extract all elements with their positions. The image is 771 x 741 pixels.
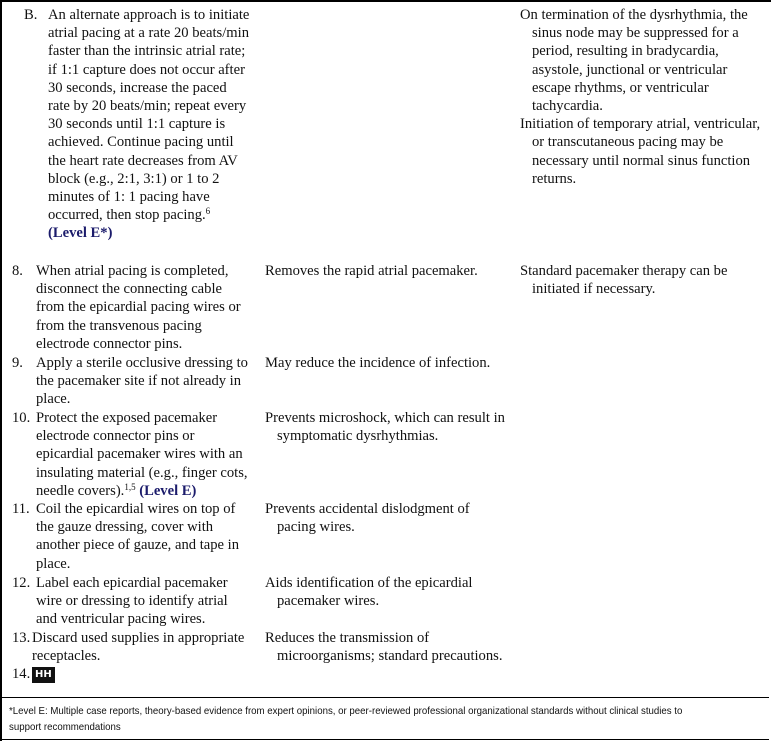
step-cell — [12, 262, 252, 353]
step-text: Apply a sterile occlusive dressing to the pacemaker site if not already in place. — [36, 355, 248, 408]
step-text: When atrial pacing is completed, disconnect the connecting cable from the epicardial pacing wires or from the transvenous pacing electrode connector pins. — [36, 263, 241, 352]
special-consideration: On termination of the dysrhythmia, the sinus node may be suppressed for a period, resulting in bradycardia, asystole, junctional or ventricular escape rhythms, or ventricular tachycardia. — [520, 7, 748, 115]
rationale-cell — [265, 354, 510, 372]
special-considerations-cell — [520, 6, 765, 188]
step-text: An alternate approach is to initiate atrial pacing at a rate 20 beats/min faster than the intrinsic atrial rate; if 1:1 capture does not occur after 30 seconds, increase the paced rate by 20 beats/min; repeat every 30 seconds until 1:1 capture is achieved. Continue pacing until the heart rate decreases from AV block (e.g., 2:1, 3:1) or 1 to 2 minutes of 1: 1 pacing have occurred, then stop pacing. — [48, 7, 250, 224]
rationale-text: Reduces the transmission of microorganisms; standard precautions. — [265, 630, 503, 665]
special-consideration: Initiation of temporary atrial, ventricular, or transcutaneous pacing may be necessary until normal sinus function returns. — [520, 116, 761, 187]
step-number: 10. — [12, 410, 31, 426]
step-cell — [12, 6, 250, 243]
step-cell — [12, 500, 252, 573]
special-consideration: Standard pacemaker therapy can be initiated if necessary. — [520, 263, 728, 298]
step-number: 13. — [12, 630, 31, 646]
step-cell — [12, 574, 252, 629]
step-item — [12, 500, 252, 573]
rationale-cell — [265, 574, 510, 610]
footnote-bottom-rule — [2, 739, 769, 740]
hand-hygiene-icon: HH — [32, 667, 55, 683]
rationale-cell — [265, 629, 510, 665]
step-cell — [12, 665, 252, 683]
step-text: Label each epicardial pacemaker wire or dressing to identify atrial and ventricular pacing wires. — [36, 575, 228, 628]
step-number: 9. — [12, 355, 23, 371]
rationale-text: Prevents accidental dislodgment of pacing wires. — [265, 501, 470, 536]
step-item — [12, 665, 252, 683]
evidence-level-link[interactable]: (Level E*) — [48, 225, 113, 242]
step-cell — [12, 629, 252, 665]
step-item — [12, 354, 252, 409]
step-item — [12, 409, 252, 500]
rationale-text: Removes the rapid atrial pacemaker. — [265, 263, 478, 279]
step-number: 11. — [12, 501, 30, 517]
step-cell — [12, 354, 252, 409]
special-considerations-cell — [520, 262, 765, 298]
step-item — [12, 574, 252, 629]
rationale-cell — [265, 409, 510, 445]
step-item — [24, 6, 250, 243]
rationale-cell — [265, 500, 510, 536]
table-left-border — [0, 0, 2, 741]
footnote-top-rule — [2, 697, 769, 698]
rationale-text: Aids identification of the epicardial pacemaker wires. — [265, 575, 473, 610]
step-text: Discard used supplies in appropriate receptacles. — [32, 630, 245, 665]
step-cell — [12, 409, 252, 500]
reference-superscript: 1,5 — [124, 481, 136, 492]
step-number: 8. — [12, 263, 23, 279]
step-number: B. — [24, 7, 38, 23]
rationale-text: Prevents microshock, which can result in symptomatic dysrhythmias. — [265, 410, 505, 445]
step-number: 14. — [12, 666, 31, 682]
step-number: 12. — [12, 575, 31, 591]
rationale-cell — [265, 262, 510, 280]
step-item — [12, 629, 252, 665]
step-text: Protect the exposed pacemaker electrode connector pins or epicardial pacemaker wires with an insulating material (e.g., finger cots, needle covers). — [36, 410, 248, 499]
step-item — [12, 262, 252, 353]
reference-superscript: 6 — [205, 206, 211, 217]
rationale-text: May reduce the incidence of infection. — [265, 355, 491, 371]
evidence-level-link[interactable]: (Level E) — [139, 482, 197, 499]
step-text: Coil the epicardial wires on top of the gauze dressing, cover with another piece of gauze, and tape in place. — [36, 501, 239, 572]
table-top-rule — [0, 0, 771, 2]
footnote-text: *Level E: Multiple case reports, theory-based evidence from expert opinions, or peer-reviewed professional organizational standards without clinical studies to support recommendations — [9, 705, 683, 733]
